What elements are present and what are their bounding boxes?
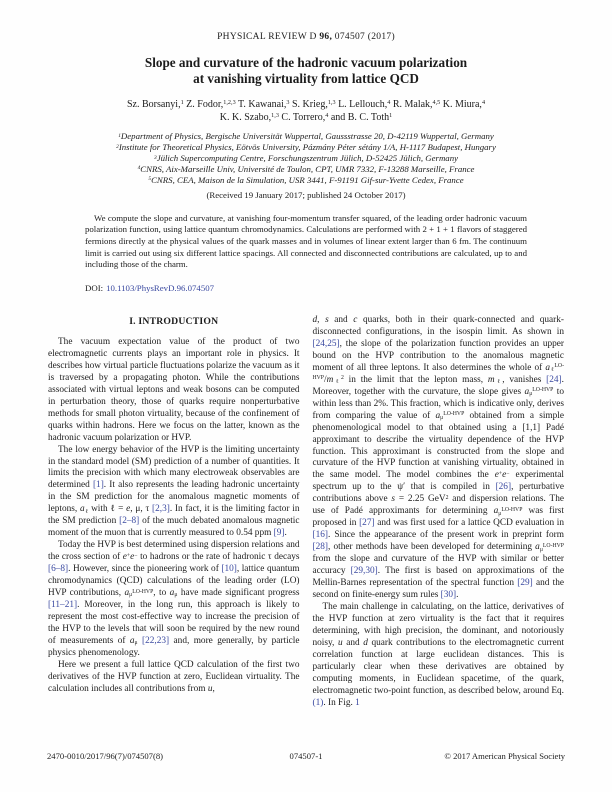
copyright: © 2017 American Physical Society (444, 751, 566, 761)
right-paragraphs (313, 315, 565, 709)
citation-link[interactable]: [6–8] (48, 564, 69, 575)
left-column (48, 315, 300, 709)
citation-link[interactable]: [2,3] (152, 504, 170, 515)
citation-link[interactable]: [11–21] (48, 599, 78, 610)
author-list (48, 98, 564, 124)
citation-link[interactable]: [9] (273, 528, 285, 539)
title-line: Slope and curvature of the hadronic vacuum polarization (144, 55, 468, 70)
citation-link[interactable]: [24] (546, 374, 562, 385)
citation-link[interactable]: 1 (355, 697, 360, 708)
abstract: We compute the slope and curvature, at vanishing four-momentum transfer squared, of the leading order hadronic vacuum polarization function, using lattice quantum chromodynamics. Calculations are performed with 2 + 1 + 1 flavors of staggered fermions directly at the physical values of the quark masses and in volumes of linear extent larger than 6 fm. The continuum limit is carried out using six different lattice spacings. All connected and disconnected contributions are calculated, up to and including those of the charm. (85, 212, 527, 270)
author-line: K. K. Szabo,$^{1,3}$ C. Torrero,$^4$ and B. C. Toth$^1$ (219, 112, 393, 123)
citation-link[interactable]: [1] (92, 480, 104, 491)
citation-link[interactable]: [29] (517, 578, 533, 589)
author-line: Sz. Borsanyi,$^1$ Z. Fodor,$^{1,2,3}$ T. Kawanai,$^3$ S. Krieg,$^{1,3}$ L. Lellouch,$^4$ R. Malak,$^{4,5}$ K. Miura,$^4$ (126, 99, 486, 110)
paragraph: d, s and c quarks, both in their quark-connected and quark-disconnected configurations, in the isospin limit. As shown in [24,25], the slope of the polarization function provides an upper bound on the HVP contribution to the anomalous magnetic moment of all three leptons. It also determines the whole of $a_\ell^{LO-HVP}/m_\ell^2$ in the limit that the lepton mass, $m_\ell$, vanishes [24]. Moreover, together with the curvature, the slope gives $a_\mu^{LO-HVP}$ to within less than 2%. This fraction, which is indicative only, derives from comparing the value of $a_\mu^{LO-HVP}$ obtained from a simple phenomenological model to that obtained using a [1,1] Padé approximant to describe the virtuality dependence of the HVP function. This approximant is constructed from the slope and curvature of the HVP function at vanishing virtuality, obtained in the same model. The model combines the e+e− experimental spectrum up to the ψ′ that is compiled in [26], perturbative contributions above s = 2.25 GeV$^2$ and dispersion relations. The use of Padé approximants for determining $a_\mu^{LO-HVP}$ was first proposed in [27] and was first used for a lattice QCD evaluation in [16]. Since the appearance of the present work in preprint form [28], other methods have been developed for determining $a_\mu^{LO-HVP}$ from the slope and curvature of the HVP with similar or better accuracy [29,30]. The first is based on approximations of the Mellin-Barnes representation of the spectral function [29] and the second on finite-energy sum rules [30]. (312, 315, 565, 600)
citation-link[interactable]: [22,23] (142, 635, 170, 646)
citation-link[interactable]: [28] (312, 542, 328, 553)
paragraph: Here we present a full lattice QCD calculation of the first two derivatives of the HVP function at zero, Euclidean virtuality. The calculation includes all contributions from u, (48, 659, 300, 694)
citation-link[interactable]: [10] (221, 564, 237, 575)
two-column-body (48, 315, 564, 709)
received-line: (Received 19 January 2017; published 24 October 2017) (206, 189, 406, 200)
section-heading: I. INTRODUCTION (129, 316, 219, 328)
right-column (313, 315, 565, 709)
doi-label: DOI: (85, 283, 104, 294)
paragraph: Today the HVP is best determined using dispersion relations and the cross section of e+e− to hadrons or the rate of hadronic τ decays [6–8]. However, since the pioneering work of [10], lattice quantum chromodynamics (QCD) calculations of the leading order (LO) HVP contributions, $a_\mu^{LO-HVP}$, to $a_\mu$ have made significant progress [11–21]. Moreover, in the long run, this approach is likely to represent the most cost-effective way to increase the precision of the HVP to the levels that will soon be required by the new round of measurements of $a_\mu$ [22,23] and, more generally, by particle physics phenomenology. (48, 540, 300, 658)
page-footer (47, 751, 565, 761)
citation-link[interactable]: [26] (495, 482, 512, 493)
citation-link[interactable]: [27] (359, 518, 375, 529)
issn-info: 2470-0010/2017/96(7)/074507(8) (47, 751, 164, 761)
affiliation-line: $^3$Jülich Supercomputing Centre, Forschungszentrum Jülich, D-52425 Jülich, Germany (153, 152, 459, 163)
paper-title (48, 55, 564, 87)
affiliation-line: $^2$Institute for Theoretical Physics, Eötvös University, Pázmány Péter sétány 1/A, H-1117 Budapest, Hungary (116, 141, 496, 152)
citation-link[interactable]: [16] (312, 530, 328, 541)
doi-link[interactable]: 10.1103/PhysRevD.96.074507 (106, 283, 215, 294)
paragraph: The main challenge in calculating, on the lattice, derivatives of the HVP function at zero virtuality is the fact that it requires determining, with high precision, the dominant, and notoriously noisy, u and d quark contributions to the electromagnetic current correlation function at large euclidean distances. This is particularly clear when these derivatives are obtained by computing moments, in Euclidean spacetime, of the quark, electromagnetic two-point function, as described below, around Eq. (1). In Fig. 1 (312, 601, 564, 708)
affiliation-line: $^5$CNRS, CEA, Maison de la Simulation, USR 3441, F-91191 Gif-sur-Yvette Cedex, France (148, 174, 464, 185)
paragraph: The vacuum expectation value of the product of two electromagnetic currents plays an important role in physics. It describes how virtual particle fluctuations polarize the vacuum as it is traversed by a propagating photon. While the contributions associated with virtual leptons and weak bosons can be computed in perturbation theory, those of quarks require nonperturbative methods for small photon virtuality, because of the confinement of quarks within hadrons. Here we focus on the latter, known as the hadronic vacuum polarization or HVP. (48, 337, 300, 443)
affiliation-line: $^4$CNRS, Aix-Marseille Univ, Université de Toulon, CPT, UMR 7332, F-13288 Marseille, France (137, 163, 475, 174)
title-line: at vanishing virtuality from lattice QCD (193, 71, 419, 86)
paragraph: The low energy behavior of the HVP is the limiting uncertainty in the standard model (SM) prediction of a number of quantities. It limits the precision with which many electroweak observables are determined [1]. It also represents the leading hadronic uncertainty in the SM prediction for the anomalous magnetic moments of leptons, $a_\ell$ with ℓ = e, μ, τ [2,3]. In fact, it is the limiting factor in the SM prediction [2–8] of the much debated anomalous magnetic moment of the muon that is currently measured to 0.54 ppm [9]. (48, 444, 300, 539)
citation-link[interactable]: [30] (440, 589, 457, 600)
citation-link[interactable]: (1) (312, 697, 324, 708)
left-paragraphs (48, 337, 300, 696)
page-number: 074507-1 (289, 751, 323, 761)
affiliations (48, 131, 564, 186)
journal-header: PHYSICAL REVIEW D 96, 074507 (2017) (217, 32, 395, 42)
citation-link[interactable]: [29,30] (350, 566, 378, 577)
citation-link[interactable]: [24,25] (312, 338, 340, 349)
affiliation-line: $^1$Department of Physics, Bergische Universität Wuppertal, Gaussstrasse 20, D-42119 Wuppertal, Germany (118, 131, 494, 141)
citation-link[interactable]: [2–8] (119, 516, 140, 527)
doi-line (85, 283, 527, 293)
